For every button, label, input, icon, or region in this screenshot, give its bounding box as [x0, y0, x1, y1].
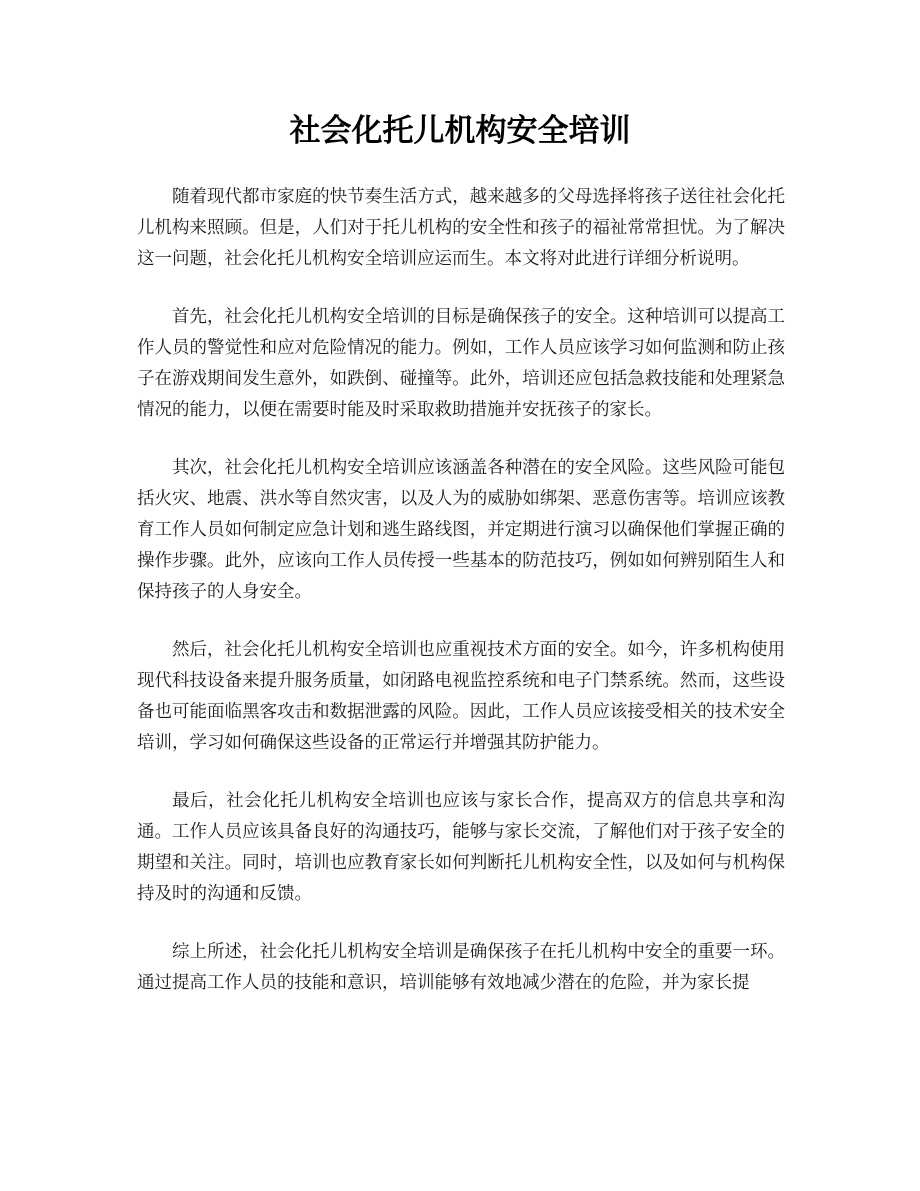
paragraph-1: 随着现代都市家庭的快节奏生活方式，越来越多的父母选择将孩子送往社会化托儿机构来照顾。但是，人们对于托儿机构的安全性和孩子的福祉常常担忧。为了解决这一问题，社会化托儿机构安全培训应运而生。本文将对此进行详细分析说明。	[137, 187, 785, 269]
paragraph-3: 其次，社会化托儿机构安全培训应该涵盖各种潜在的安全风险。这些风险可能包括火灾、地震、洪水等自然灾害，以及人为的威胁如绑架、恶意伤害等。培训应该教育工作人员如何制定应急计划和逃生路线图，并定期进行演习以确保他们掌握正确的操作步骤。此外，应该向工作人员传授一些基本的防范技巧，例如如何辨别陌生人和保持孩子的人身安全。	[137, 458, 785, 602]
paragraph-5: 最后，社会化托儿机构安全培训也应该与家长合作，提高双方的信息共享和沟通。工作人员应该具备良好的沟通技巧，能够与家长交流，了解他们对于孩子安全的期望和关注。同时，培训也应教育家长如何判断托儿机构安全性，以及如何与机构保持及时的沟通和反馈。	[137, 791, 785, 904]
document-title: 社会化托儿机构安全培训	[289, 113, 631, 149]
paragraph-2: 首先，社会化托儿机构安全培训的目标是确保孩子的安全。这种培训可以提高工作人员的警觉性和应对危险情况的能力。例如，工作人员应该学习如何监测和防止孩子在游戏期间发生意外，如跌倒、碰撞等。此外，培训还应包括急救技能和处理紧急情况的能力，以便在需要时能及时采取救助措施并安抚孩子的家长。	[137, 307, 785, 420]
paragraph-4: 然后，社会化托儿机构安全培训也应重视技术方面的安全。如今，许多机构使用现代科技设备来提升服务质量，如闭路电视监控系统和电子门禁系统。然而，这些设备也可能面临黑客攻击和数据泄露的风险。因此，工作人员应该接受相关的技术安全培训，学习如何确保这些设备的正常运行并增强其防护能力。	[137, 640, 785, 753]
document-body	[137, 182, 785, 1026]
paragraph-6: 综上所述，社会化托儿机构安全培训是确保孩子在托儿机构中安全的重要一环。通过提高工作人员的技能和意识，培训能够有效地减少潜在的危险，并为家长提	[137, 942, 785, 993]
